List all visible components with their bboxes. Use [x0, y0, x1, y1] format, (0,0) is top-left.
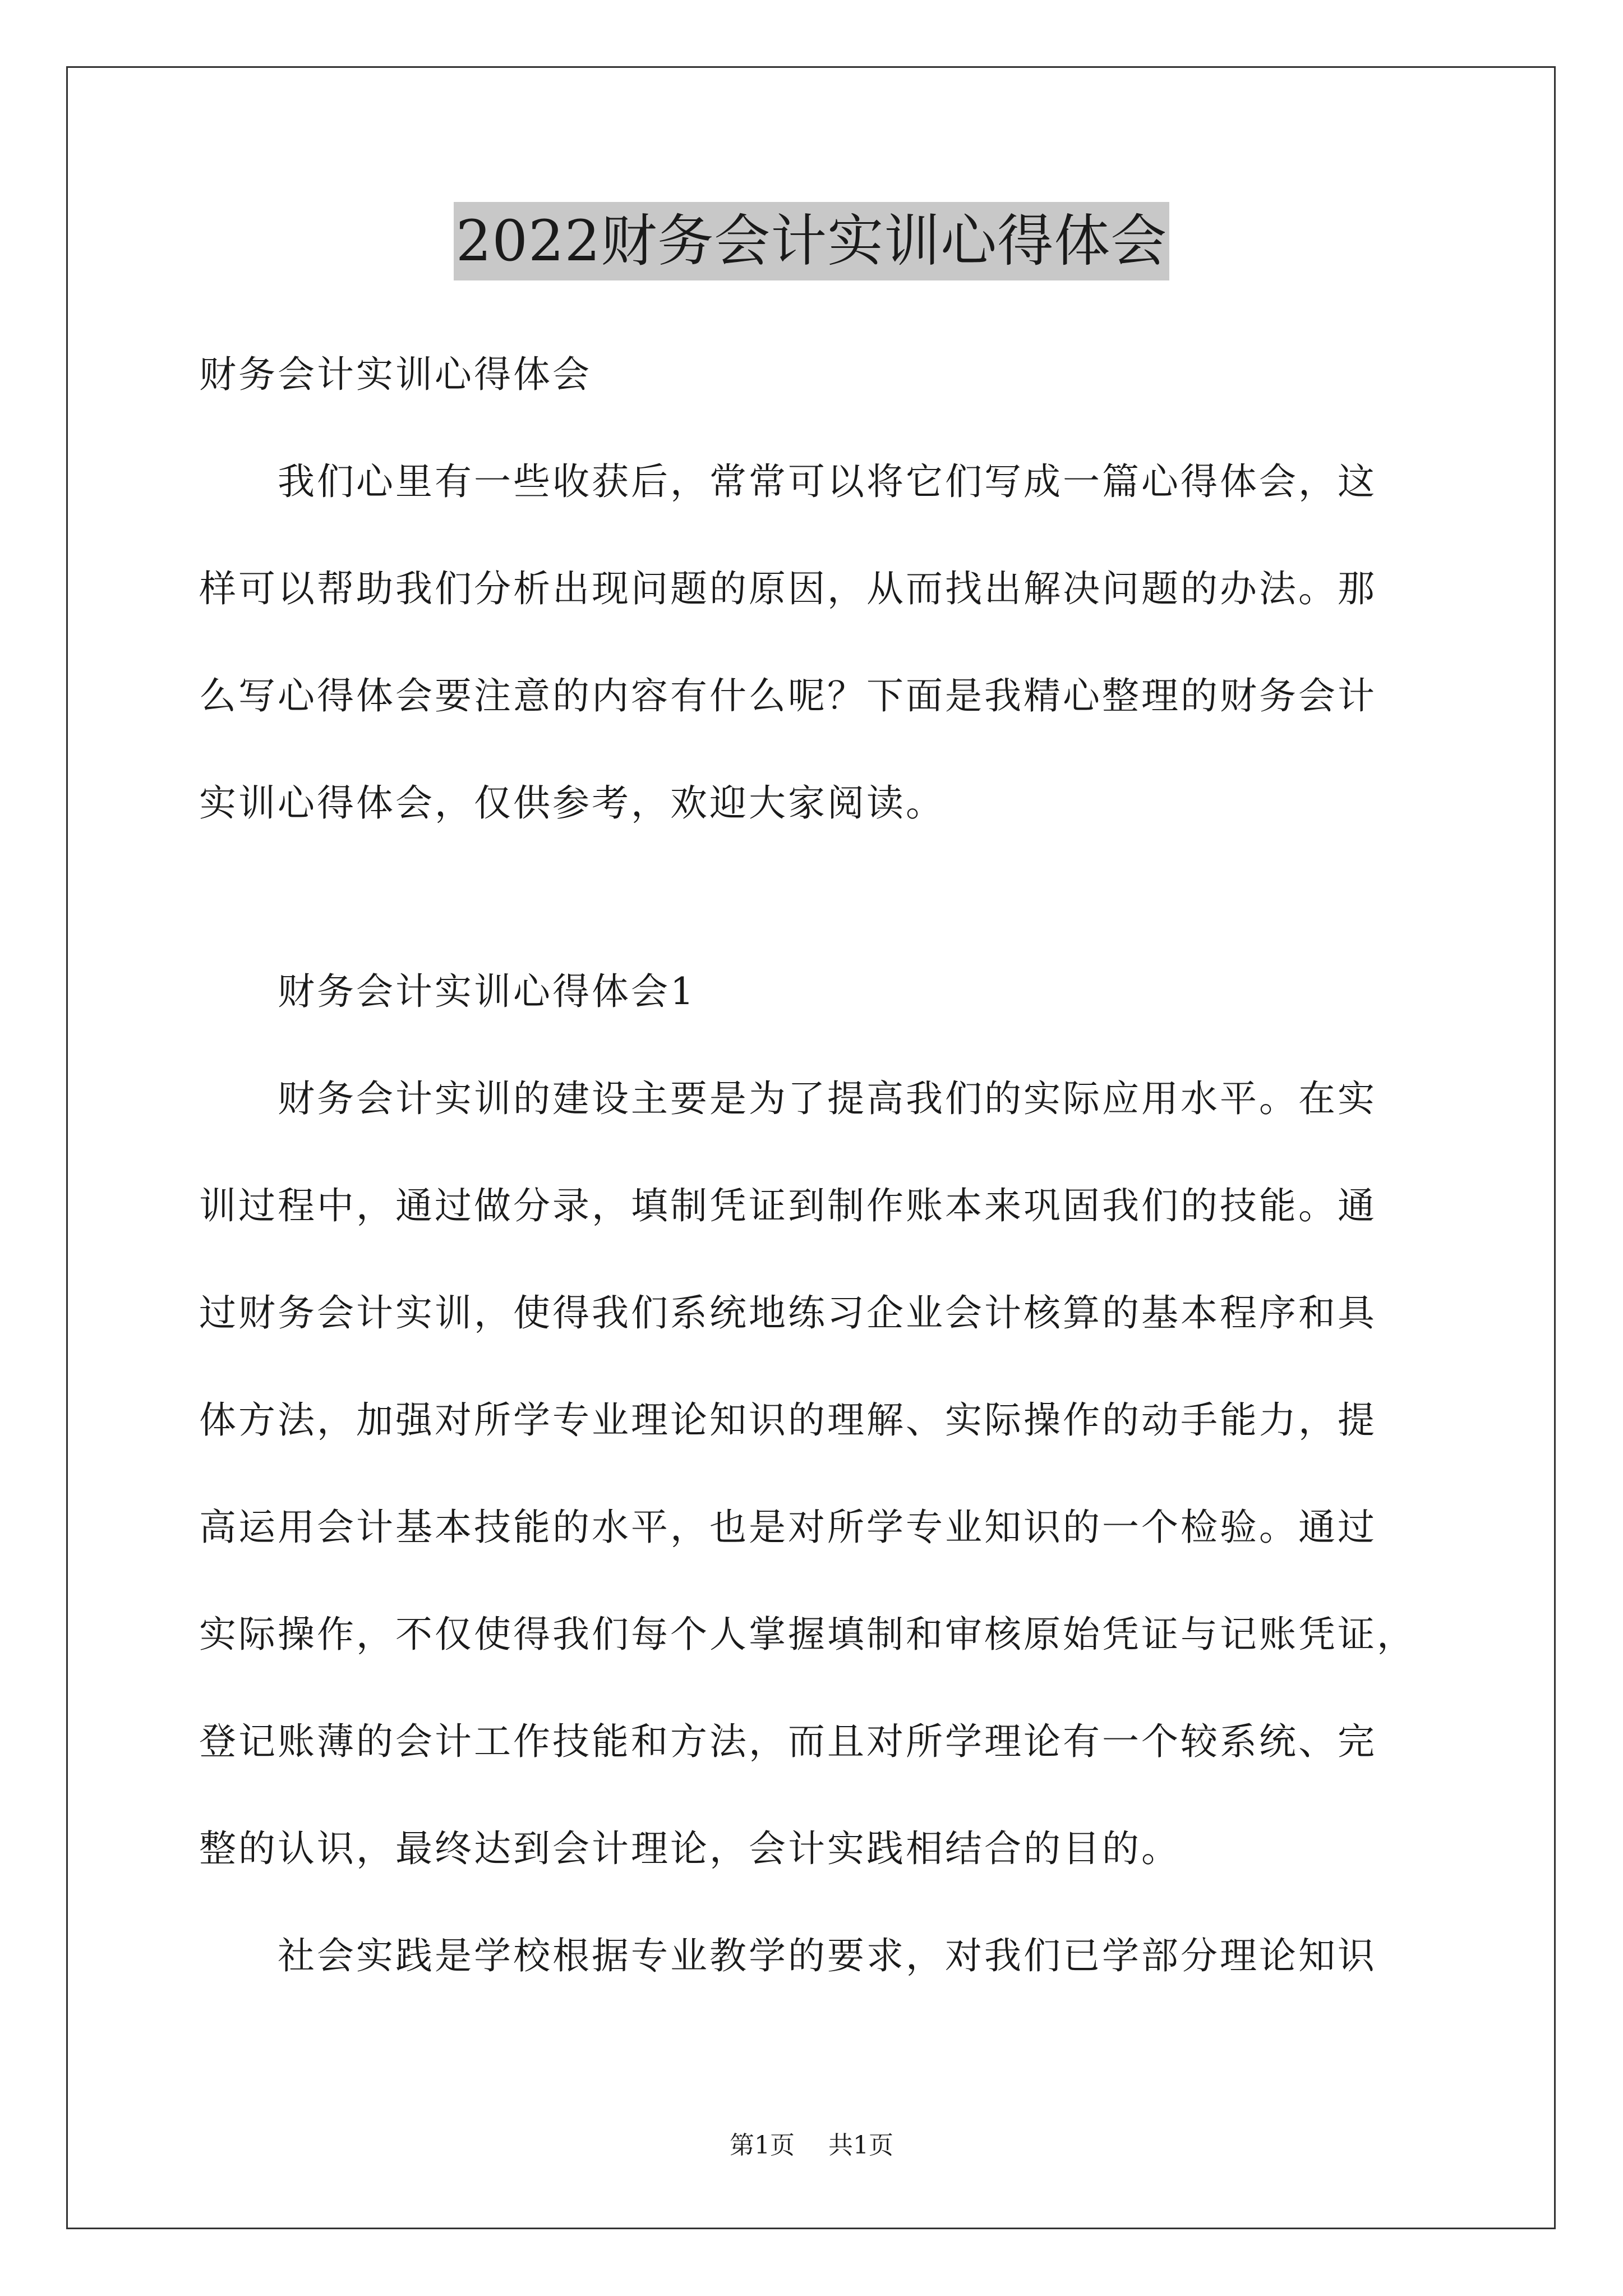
paragraph-line: 样可以帮助我们分析出现问题的原因，从而找出解决问题的办法。那 — [199, 567, 1377, 610]
title-container — [0, 202, 1623, 280]
paragraph-1 — [199, 1072, 1433, 1876]
section-heading: 财务会计实训心得体会1 — [278, 970, 696, 1013]
paragraph-line: 我们心里有一些收获后，常常可以将它们写成一篇心得体会，这 — [278, 460, 1377, 503]
document-body — [199, 348, 1433, 1983]
paragraph-line: 高运用会计基本技能的水平，也是对所学专业知识的一个检验。通过 — [199, 1506, 1377, 1549]
page-footer — [0, 2129, 1623, 2162]
paragraph-line: 财务会计实训的建设主要是为了提高我们的实际应用水平。在实 — [278, 1077, 1377, 1120]
paragraph-line: 么写心得体会要注意的内容有什么呢？下面是我精心整理的财务会计 — [199, 674, 1377, 717]
paragraph-line: 训过程中，通过做分录，填制凭证到制作账本来巩固我们的技能。通 — [199, 1184, 1377, 1227]
intro-paragraph — [199, 455, 1433, 830]
page-number: 第1页 — [730, 2131, 795, 2160]
page-total: 共1页 — [828, 2131, 893, 2160]
paragraph-line: 实训心得体会，仅供参考，欢迎大家阅读。 — [199, 781, 945, 825]
paragraph-line: 实际操作，不仅使得我们每个人掌握填制和审核原始凭证与记账凭证， — [199, 1613, 1416, 1656]
paragraph-line: 过财务会计实训，使得我们系统地练习企业会计核算的基本程序和具 — [199, 1291, 1377, 1335]
paragraph-line: 体方法，加强对所学专业理论知识的理解、实际操作的动手能力，提 — [199, 1398, 1377, 1442]
paragraph-line: 登记账薄的会计工作技能和方法，而且对所学理论有一个较系统、完 — [199, 1720, 1377, 1763]
paragraph-line: 整的认识，最终达到会计理论，会计实践相结合的目的。 — [199, 1827, 1181, 1870]
paragraph-line: 社会实践是学校根据专业教学的要求，对我们已学部分理论知识 — [278, 1934, 1377, 1977]
paragraph-2 — [199, 1929, 1433, 1983]
document-title: 2022财务会计实训心得体会 — [454, 202, 1170, 280]
document-subtitle: 财务会计实训心得体会 — [199, 353, 592, 396]
